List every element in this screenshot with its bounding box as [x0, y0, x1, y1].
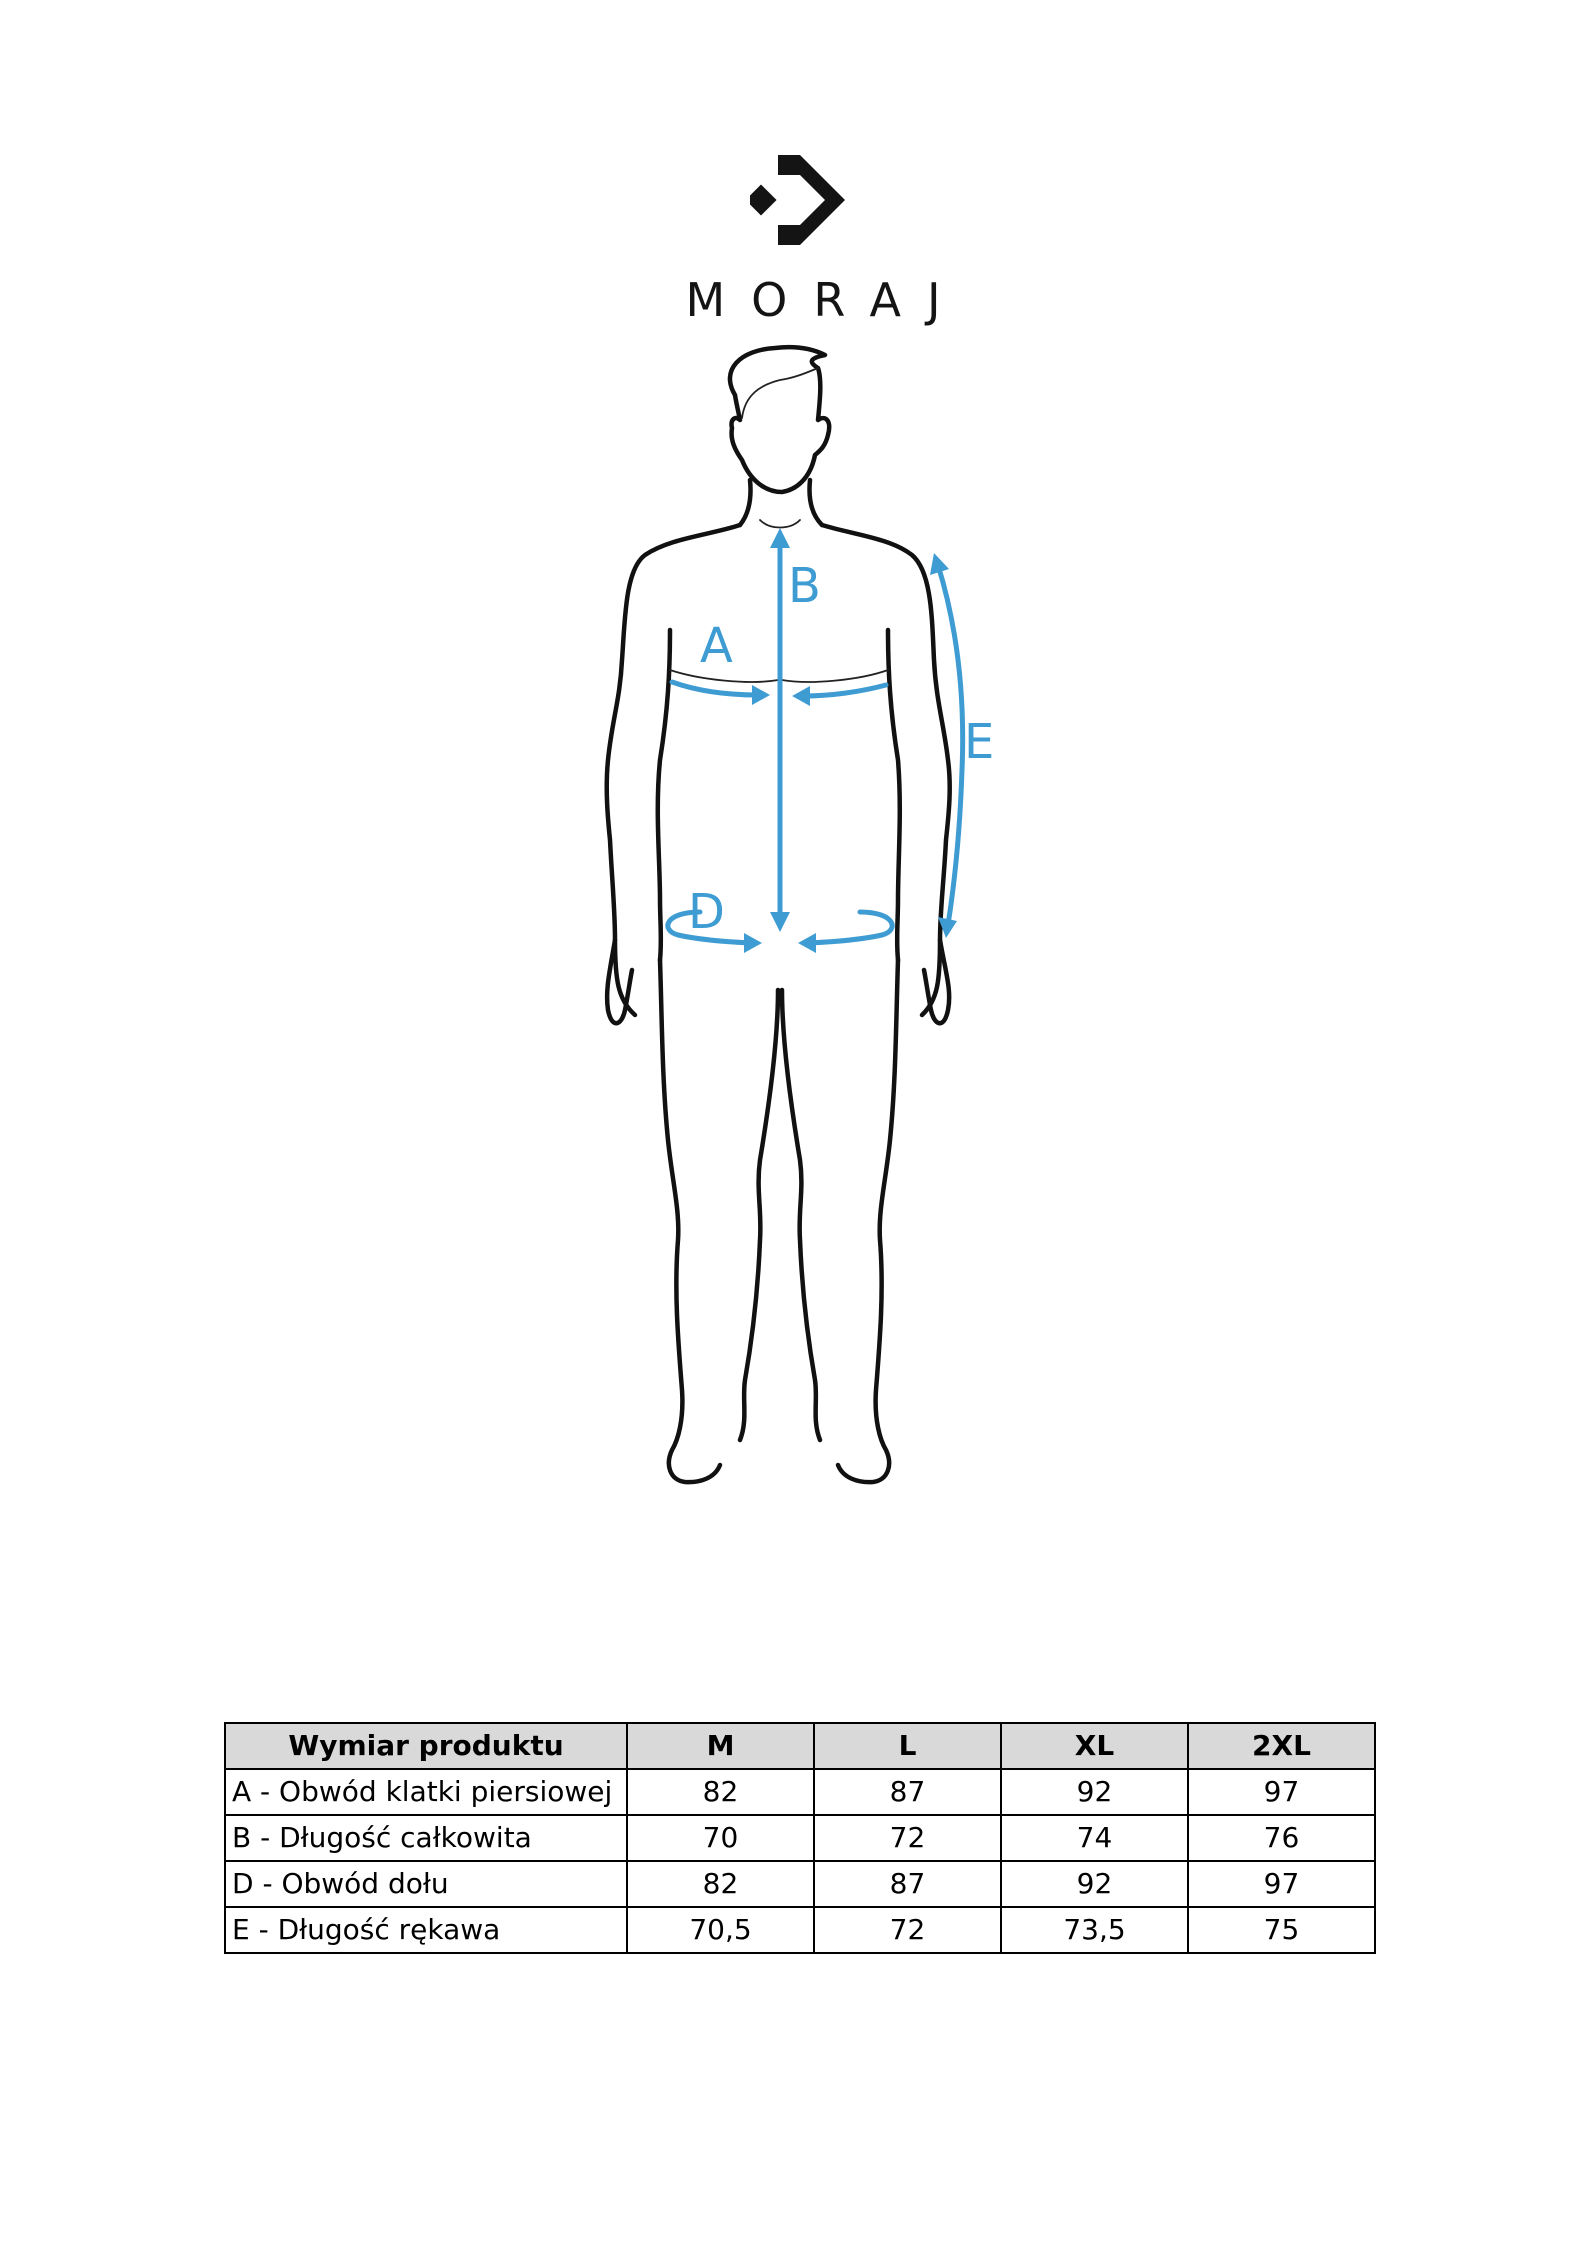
- collar-line: [760, 520, 800, 528]
- logo-diamond: [750, 184, 777, 215]
- header-size-xl: XL: [1001, 1723, 1188, 1769]
- measure-d-right-arc: [810, 912, 892, 943]
- header-size-2xl: 2XL: [1188, 1723, 1375, 1769]
- chest-line-right: [782, 670, 888, 682]
- measure-label-e: E: [964, 714, 995, 770]
- cell-value: 72: [814, 1907, 1001, 1953]
- logo-chevron: [778, 155, 845, 245]
- table-row: [225, 1861, 1375, 1907]
- cell-value: 74: [1001, 1815, 1188, 1861]
- table-header-row: [225, 1723, 1375, 1769]
- hair-line: [742, 368, 818, 418]
- leg-left-outer: [660, 960, 720, 1482]
- measure-a-right-head: [792, 686, 810, 706]
- cell-value: 82: [627, 1861, 814, 1907]
- measure-a-left-arrow: [672, 682, 758, 695]
- cell-value: 76: [1188, 1815, 1375, 1861]
- header-dimension: Wymiar produktu: [225, 1723, 627, 1769]
- size-chart-table: [224, 1722, 1376, 1954]
- cell-value: 72: [814, 1815, 1001, 1861]
- row-label: A - Obwód klatki piersiowej: [225, 1769, 627, 1815]
- brand-name: MORAJ: [685, 273, 967, 327]
- measure-a-left-head: [752, 685, 770, 705]
- male-body-figure-icon: [560, 340, 1020, 1540]
- table-row: [225, 1769, 1375, 1815]
- row-label: E - Długość rękawa: [225, 1907, 627, 1953]
- cell-value: 92: [1001, 1769, 1188, 1815]
- leg-right-inner: [782, 990, 820, 1440]
- body-side-left: [658, 630, 670, 960]
- moraj-logo-icon: [750, 155, 845, 250]
- measure-label-d: D: [688, 884, 725, 940]
- table-row: [225, 1907, 1375, 1953]
- leg-left-inner: [740, 990, 778, 1440]
- row-label: B - Długość całkowita: [225, 1815, 627, 1861]
- neck-right: [810, 480, 823, 525]
- cell-value: 82: [627, 1769, 814, 1815]
- leg-right-outer: [838, 960, 898, 1482]
- cell-value: 73,5: [1001, 1907, 1188, 1953]
- measure-label-a: A: [700, 618, 733, 674]
- cell-value: 70,5: [627, 1907, 814, 1953]
- cell-value: 70: [627, 1815, 814, 1861]
- measure-a-right-arrow: [804, 685, 886, 696]
- header-size-m: M: [627, 1723, 814, 1769]
- neck-left: [740, 480, 751, 525]
- cell-value: 87: [814, 1861, 1001, 1907]
- table-row: [225, 1815, 1375, 1861]
- body-side-right: [888, 630, 900, 960]
- cell-value: 97: [1188, 1861, 1375, 1907]
- measure-label-b: B: [788, 558, 821, 614]
- measure-d-right-head: [798, 933, 816, 953]
- cell-value: 87: [814, 1769, 1001, 1815]
- header-size-l: L: [814, 1723, 1001, 1769]
- cell-value: 75: [1188, 1907, 1375, 1953]
- cell-value: 92: [1001, 1861, 1188, 1907]
- measure-e-top-head: [930, 553, 949, 575]
- measure-b-bottom-head: [770, 912, 790, 932]
- measure-b-top-head: [770, 528, 790, 548]
- measure-d-left-head: [744, 933, 762, 953]
- cell-value: 97: [1188, 1769, 1375, 1815]
- measure-e-arc: [938, 565, 963, 925]
- row-label: D - Obwód dołu: [225, 1861, 627, 1907]
